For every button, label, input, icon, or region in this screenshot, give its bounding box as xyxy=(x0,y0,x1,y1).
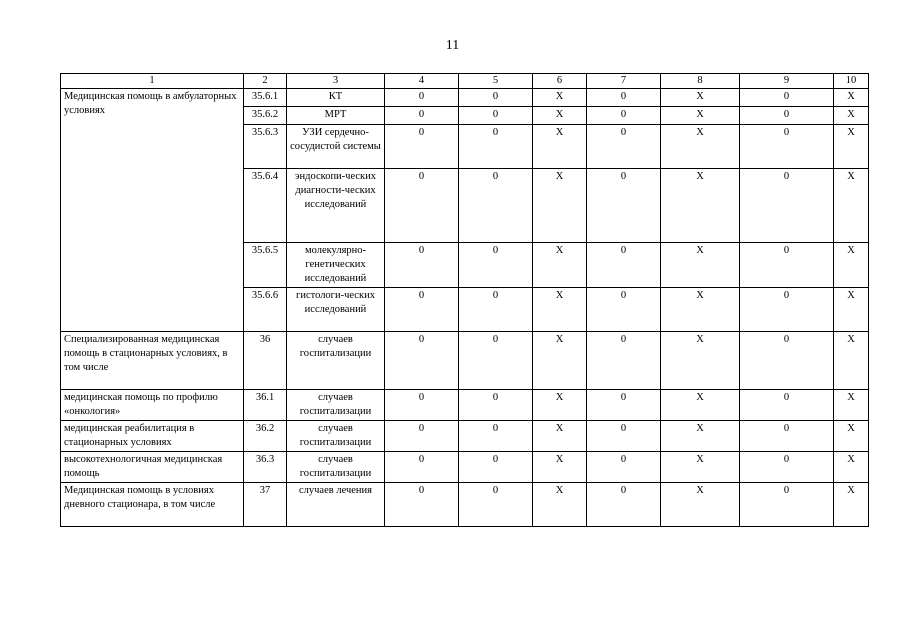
row-code-cell: 35.6.1 xyxy=(244,89,287,107)
value-cell: 0 xyxy=(385,288,459,332)
row-unit-cell: случаев госпитализации xyxy=(287,390,385,421)
value-cell: 0 xyxy=(385,125,459,169)
column-header: 4 xyxy=(385,74,459,89)
value-cell: 0 xyxy=(587,243,661,288)
value-cell: 0 xyxy=(385,243,459,288)
value-cell: 0 xyxy=(459,125,533,169)
value-cell: X xyxy=(834,421,869,452)
value-cell: 0 xyxy=(459,390,533,421)
column-header: 8 xyxy=(661,74,740,89)
value-cell: 0 xyxy=(740,452,834,483)
value-cell: 0 xyxy=(740,107,834,125)
value-cell: X xyxy=(834,483,869,527)
value-cell: 0 xyxy=(385,89,459,107)
value-cell: 0 xyxy=(740,243,834,288)
value-cell: 0 xyxy=(385,483,459,527)
row-name-cell: Медицинская помощь в амбулаторных условиях xyxy=(61,89,244,332)
table-row xyxy=(61,421,869,452)
value-cell: 0 xyxy=(385,332,459,390)
value-cell: 0 xyxy=(740,169,834,243)
row-unit-cell: случаев госпитализации xyxy=(287,332,385,390)
data-table xyxy=(60,73,869,527)
row-name-cell: высокотехнологичная медицинская помощь xyxy=(61,452,244,483)
row-unit-cell: КТ xyxy=(287,89,385,107)
column-header: 6 xyxy=(533,74,587,89)
value-cell: 0 xyxy=(459,107,533,125)
value-cell: X xyxy=(533,243,587,288)
row-unit-cell: случаев госпитализации xyxy=(287,452,385,483)
value-cell: 0 xyxy=(587,125,661,169)
value-cell: 0 xyxy=(459,169,533,243)
value-cell: X xyxy=(533,288,587,332)
value-cell: 0 xyxy=(459,421,533,452)
value-cell: 0 xyxy=(587,89,661,107)
value-cell: 0 xyxy=(385,421,459,452)
value-cell: 0 xyxy=(587,452,661,483)
value-cell: 0 xyxy=(740,332,834,390)
value-cell: 0 xyxy=(459,243,533,288)
value-cell: X xyxy=(533,107,587,125)
column-header: 1 xyxy=(61,74,244,89)
value-cell: X xyxy=(661,421,740,452)
value-cell: X xyxy=(834,125,869,169)
value-cell: X xyxy=(661,89,740,107)
value-cell: X xyxy=(661,390,740,421)
value-cell: 0 xyxy=(587,390,661,421)
column-header: 2 xyxy=(244,74,287,89)
value-cell: 0 xyxy=(740,89,834,107)
row-unit-cell: молекулярно-генетических исследований xyxy=(287,243,385,288)
value-cell: 0 xyxy=(740,125,834,169)
value-cell: 0 xyxy=(459,483,533,527)
value-cell: X xyxy=(533,89,587,107)
row-code-cell: 35.6.4 xyxy=(244,169,287,243)
value-cell: 0 xyxy=(459,452,533,483)
value-cell: 0 xyxy=(740,390,834,421)
value-cell: X xyxy=(533,452,587,483)
value-cell: 0 xyxy=(385,169,459,243)
value-cell: X xyxy=(834,390,869,421)
value-cell: X xyxy=(533,421,587,452)
row-name-cell: Медицинская помощь в условиях дневного стационара, в том числе xyxy=(61,483,244,527)
value-cell: 0 xyxy=(459,89,533,107)
row-name-cell: медицинская помощь по профилю «онкология» xyxy=(61,390,244,421)
row-code-cell: 36.3 xyxy=(244,452,287,483)
value-cell: 0 xyxy=(740,288,834,332)
value-cell: 0 xyxy=(385,390,459,421)
value-cell: X xyxy=(661,107,740,125)
row-code-cell: 36 xyxy=(244,332,287,390)
table-row xyxy=(61,89,869,107)
value-cell: X xyxy=(661,243,740,288)
row-code-cell: 36.1 xyxy=(244,390,287,421)
value-cell: 0 xyxy=(587,169,661,243)
row-code-cell: 35.6.6 xyxy=(244,288,287,332)
value-cell: 0 xyxy=(459,288,533,332)
value-cell: X xyxy=(533,332,587,390)
table-header-row xyxy=(61,74,869,89)
table-row xyxy=(61,452,869,483)
row-name-cell: Специализированная медицинская помощь в стационарных условиях, в том числе xyxy=(61,332,244,390)
value-cell: X xyxy=(533,483,587,527)
value-cell: X xyxy=(834,89,869,107)
value-cell: X xyxy=(661,169,740,243)
value-cell: 0 xyxy=(740,421,834,452)
value-cell: X xyxy=(661,125,740,169)
row-code-cell: 37 xyxy=(244,483,287,527)
value-cell: X xyxy=(834,243,869,288)
row-code-cell: 35.6.2 xyxy=(244,107,287,125)
column-header: 9 xyxy=(740,74,834,89)
page-number: 11 xyxy=(445,38,460,53)
value-cell: 0 xyxy=(587,483,661,527)
value-cell: X xyxy=(661,332,740,390)
row-code-cell: 35.6.5 xyxy=(244,243,287,288)
column-header: 7 xyxy=(587,74,661,89)
table-row xyxy=(61,332,869,390)
value-cell: 0 xyxy=(385,452,459,483)
value-cell: 0 xyxy=(587,332,661,390)
row-name-cell: медицинская реабилитация в стационарных условиях xyxy=(61,421,244,452)
row-unit-cell: УЗИ сердечно-сосудистой системы xyxy=(287,125,385,169)
row-code-cell: 36.2 xyxy=(244,421,287,452)
row-unit-cell: эндоскопи-ческих диагности-ческих исследований xyxy=(287,169,385,243)
value-cell: 0 xyxy=(385,107,459,125)
column-header: 3 xyxy=(287,74,385,89)
value-cell: X xyxy=(834,452,869,483)
value-cell: 0 xyxy=(587,421,661,452)
value-cell: X xyxy=(533,125,587,169)
row-unit-cell: случаев лечения xyxy=(287,483,385,527)
value-cell: 0 xyxy=(740,483,834,527)
table-row xyxy=(61,390,869,421)
value-cell: X xyxy=(533,390,587,421)
value-cell: X xyxy=(834,107,869,125)
value-cell: X xyxy=(834,288,869,332)
column-header: 5 xyxy=(459,74,533,89)
value-cell: X xyxy=(533,169,587,243)
table-row xyxy=(61,483,869,527)
value-cell: X xyxy=(661,288,740,332)
value-cell: X xyxy=(661,483,740,527)
column-header: 10 xyxy=(834,74,869,89)
row-code-cell: 35.6.3 xyxy=(244,125,287,169)
value-cell: 0 xyxy=(459,332,533,390)
value-cell: 0 xyxy=(587,288,661,332)
row-unit-cell: МРТ xyxy=(287,107,385,125)
value-cell: X xyxy=(661,452,740,483)
value-cell: 0 xyxy=(587,107,661,125)
row-unit-cell: гистологи-ческих исследований xyxy=(287,288,385,332)
row-unit-cell: случаев госпитализации xyxy=(287,421,385,452)
value-cell: X xyxy=(834,332,869,390)
value-cell: X xyxy=(834,169,869,243)
